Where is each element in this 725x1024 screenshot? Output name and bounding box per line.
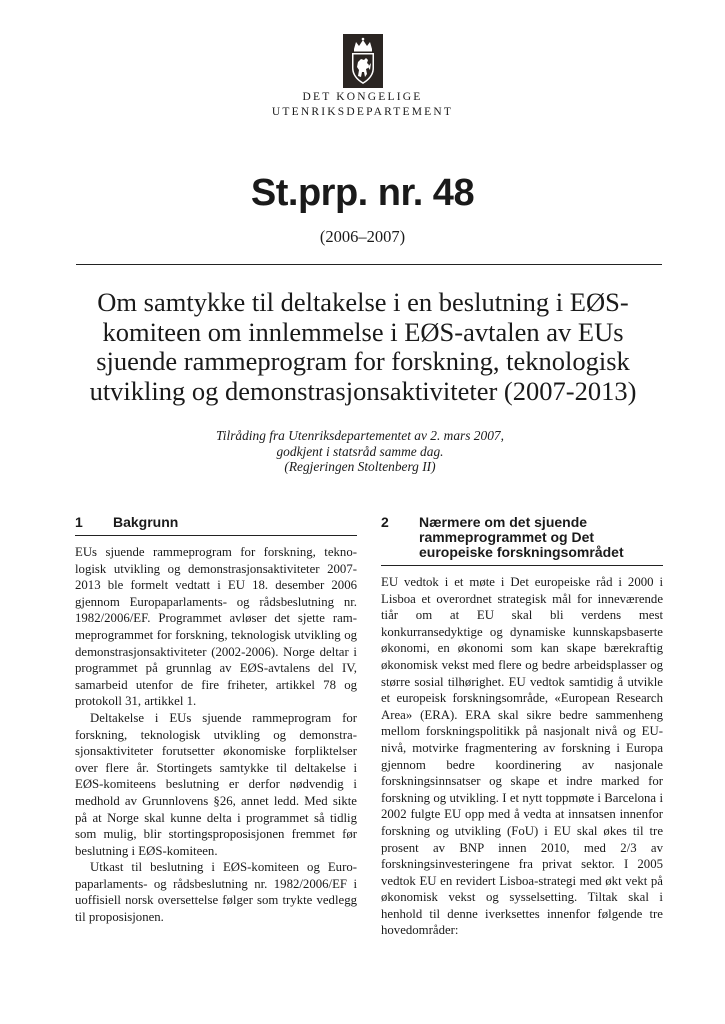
document-session: (2006–2007): [319, 227, 406, 246]
document-number: St.prp. nr. 48: [250, 172, 475, 214]
ministry-line-1: DET KONGELIGE: [302, 91, 423, 103]
ministry-line-2: UTENRIKSDEPARTEMENT: [271, 106, 454, 118]
column-right: [381, 515, 663, 939]
recommendation-line-3: (Regjeringen Stoltenberg II): [284, 459, 436, 474]
column-left: [75, 515, 357, 926]
paragraph: Deltakelse i EUs sjuende rammeprogram for forskning, teknologisk utvikling og demonstrasjonsaktiviteter forutsetter økonomiske forpliktelser over flere år. Stortingets samtykke til deltakelse i EØS-komiteens beslutning er derfor nødvendig i medhold av Grunnlovens §26, annet ledd. Med sikte på at Norge skal kunne delta i programmet så tidlig som mulig, blir stortingsproposisjonen fremmet før beslutning i EØS-komiteen.: [75, 710, 357, 858]
section-title: Nærmere om det sjuende rammeprogrammet og Det europeiske forskningsområdet: [419, 514, 624, 560]
section-heading-2: [381, 515, 663, 566]
section-body-1: [75, 544, 357, 926]
recommendation-line-2: godkjent i statsråd samme dag.: [276, 443, 444, 459]
ministry-name: [0, 90, 725, 120]
recommendation-note: [160, 428, 560, 475]
section-heading-1: [75, 515, 357, 536]
section-title: Bakgrunn: [113, 514, 179, 530]
document-title: Om samtykke til deltakelse i en beslutning i EØS-komiteen om innlemmelse i EØS-avtalen av EUs sjuende rammeprogram for forskning, teknologisk utvikling og demonstrasjonsaktiviteter (2007-2013): [89, 287, 637, 406]
paragraph: Utkast til beslutning i EØS-komiteen og Europaparlaments- og rådsbeslutning nr. 1982/2006/EF i uoffisiell norsk oversettelse følger som trykte vedlegg til proposisjonen.: [75, 860, 357, 925]
coat-of-arms-icon: [343, 34, 383, 88]
paragraph: EUs sjuende rammeprogram for forskning, teknologisk utvikling og demonstrasjonsaktiviteter 2007-2013 ble formelt vedtatt i EU 18. desember 2006 gjennom Europaparlaments- og rådsbeslutning nr. 1982/2006/EF. Programmet avløser det sjette rammeprogrammet for forskning, teknologisk utvikling og demonstrasjonsaktiviteter (2002-2006). Norge deltar i programmet på grunnlag av EØS-avtalens del IV, samarbeid utenfor de fire friheter, artikkel 78 og protokoll 31, artikkel 1.: [75, 545, 357, 709]
section-number: 1: [75, 514, 83, 530]
section-number: 2: [381, 514, 389, 530]
section-body-2: [381, 574, 663, 939]
title-divider: [76, 264, 662, 265]
recommendation-line-1: Tilråding fra Utenriksdepartementet av 2. mars 2007,: [216, 428, 504, 443]
paragraph: EU vedtok i et møte i Det europeiske råd i 2000 i Lisboa et overordnet strategisk mål for inneværende tiår om at EU skal bli verdens mest konkurransedyktige og dynamiske kunnskapsbaserte økonomi, en økonomi som kan skape bærekraftig økonomisk vekst med flere og bedre arbeidsplasser og større sosial tilhørighet. EU vedtok samtidig å utvikle et europeisk forskningsområde, «European Research Area» (ERA). ERA skal sikre bedre sammenheng mellom forskningspolitikk på nasjonalt nivå og EU-nivå, motvirke fragmentering av forskning i Europa gjennom bedre koordinering av nasjonale forskningsinnsatser og skape et indre marked for forskning og utvikling. I et nytt toppmøte i Barcelona i 2002 fulgte EU opp med å vedta at innsatsen innenfor forskning og utvikling (FoU) i EU skal økes til tre prosent av BNP innen 2010, med 2/3 av forskningsinvesteringene fra privat sektor. I 2005 vedtok EU en revidert Lisboa-strategi med økt vekt på økonomisk vekst og sysselsetting. Tiltak skal i henhold til denne iverksettes innenfor følgende tre hovedområder:: [381, 575, 663, 938]
